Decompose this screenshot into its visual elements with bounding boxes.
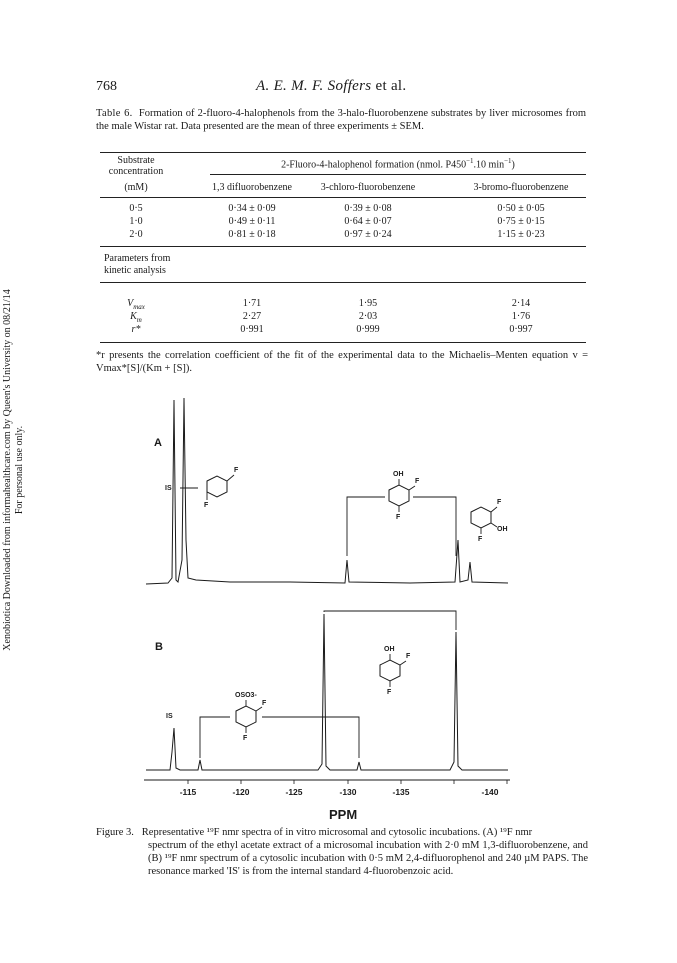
row-3-val-1: 0·81 ± 0·18 (228, 229, 276, 240)
running-head-etal: et al. (375, 78, 407, 94)
ring-a3 (471, 507, 491, 528)
vmax-val-1: 1·71 (242, 298, 262, 309)
struct-b2-f-right: F (262, 700, 267, 707)
bracket-b (324, 611, 456, 630)
struct-a2-f-bottom: F (396, 514, 401, 521)
is-label-a: IS (165, 485, 172, 492)
vmax-val-2: 1·95 (358, 298, 378, 309)
x-tick-label: -115 (179, 787, 197, 797)
row-3-conc: 2·0 (129, 229, 143, 240)
row-2-val-2: 0·64 ± 0·07 (344, 216, 392, 227)
ring-b2 (236, 706, 256, 727)
kinetic-label-line2: kinetic analysis (104, 265, 166, 276)
x-tick-label: -130 (339, 787, 357, 797)
row-1-val-3: 0·50 ± 0·05 (497, 203, 545, 214)
km-val-3: 1·76 (511, 311, 531, 322)
x-tick-label: -140 (481, 787, 499, 797)
col-header-2: 3-chloro-fluorobenzene (320, 182, 416, 193)
kinetic-param-r: r* (131, 324, 141, 335)
r-val-1: 0·991 (240, 324, 264, 335)
x-tick-label: -135 (392, 787, 410, 797)
struct-a3-f-top: F (497, 499, 502, 506)
r-val-2: 0·999 (356, 324, 380, 335)
watermark-line-2: For personal use only. (14, 425, 25, 515)
page-number: 768 (96, 79, 117, 94)
struct-a2-oh: OH (393, 471, 404, 478)
bracket-b2 (200, 717, 359, 758)
struct-a1-f-top: F (234, 467, 239, 474)
struct-b1-f-right: F (406, 653, 411, 660)
is-label-b: IS (166, 713, 173, 720)
figure-caption (96, 826, 588, 878)
km-val-1: 2·27 (242, 311, 262, 322)
panel-b-label: B (155, 641, 163, 653)
struct-b2-oso3: OSO3- (235, 692, 257, 699)
kinetic-param-km: $K_m$ (130, 311, 142, 324)
row-2-conc: 1·0 (129, 216, 143, 227)
ring-a1 (207, 476, 227, 497)
row-2-val-1: 0·49 ± 0·11 (228, 216, 276, 227)
table-caption-label: Table 6. (96, 108, 133, 119)
col-substrate-line2: concentration (108, 166, 164, 177)
figure-caption-line1: Representative ¹⁹F nmr spectra of in vitro microsomal and cytosolic incubations. (A) ¹⁹F nmr (141, 827, 533, 838)
struct-b1-oh: OH (384, 646, 395, 653)
spectrum-a-trace (146, 398, 508, 584)
struct-b1-f-bottom: F (387, 689, 392, 696)
table-footnote: *r presents the correlation coefficient of the fit of the experimental data to the Michaelis–Menten equation v = Vmax*[S]/(Km + [S]). (96, 350, 588, 374)
x-tick-label: -120 (232, 787, 250, 797)
figure-caption-rest: spectrum of the ethyl acetate extract of a microsomal incubation with 2·0 mM 1,3-difluorobenzene, and (B) ¹⁹F nmr spectrum of a cytosolic incubation with 0·5 mM 2,4-difluorophenol and 240 µM PAPS. The resonance marked 'IS' is from the internal standard 4-fluorobenzoic acid. (148, 840, 588, 877)
struct-a2-f-right: F (415, 478, 420, 485)
row-2-val-3: 0·75 ± 0·15 (497, 216, 545, 227)
bracket-a (347, 497, 456, 556)
panel-a-label: A (154, 437, 162, 449)
vmax-val-3: 2·14 (511, 298, 531, 309)
x-tick-label: -125 (285, 787, 303, 797)
row-1-val-2: 0·39 ± 0·08 (344, 203, 392, 214)
col-substrate-line1: Substrate (117, 155, 155, 166)
row-3-val-3: 1·15 ± 0·23 (497, 229, 545, 240)
col-substrate-line3: (mM) (124, 182, 148, 193)
struct-a3-f-bottom: F (478, 536, 483, 543)
row-3-val-2: 0·97 ± 0·24 (344, 229, 392, 240)
figure-caption-label: Figure 3. (96, 827, 134, 838)
ring-a2 (389, 485, 409, 506)
watermark-line-1: Xenobiotica Downloaded from informahealthcare.com by Queen's University on 08/21/14 (2, 289, 13, 651)
kinetic-label-line1: Parameters from (104, 253, 171, 264)
table-caption-text: Formation of 2-fluoro-4-halophenols from the 3-halo-fluorobenzene substrates by liver microsomes from the male Wistar rat. Data presented are the mean of three experiments ± SEM. (96, 108, 586, 132)
struct-a3-oh: OH (497, 526, 508, 533)
col-header-3: 3-bromo-fluorobenzene (473, 182, 569, 193)
struct-b2-f-bottom: F (243, 735, 248, 742)
ring-b1 (380, 660, 400, 681)
x-axis-label: PPM (329, 807, 358, 822)
struct-a1-f-bottom: F (204, 502, 209, 509)
kinetic-param-vmax: $V_{max}$ (127, 298, 145, 311)
r-val-3: 0·997 (509, 324, 533, 335)
col-header-1: 1,3 difluorobenzene (212, 182, 292, 193)
km-val-2: 2·03 (358, 311, 378, 322)
group-header: 2-Fluoro-4-halophenol formation (nmol. $P450^{-1}.10$ $\min^{-1}$) (281, 157, 515, 171)
row-1-val-1: 0·34 ± 0·09 (228, 203, 276, 214)
x-axis-ticks (188, 780, 507, 784)
row-1-conc: 0·5 (129, 203, 143, 214)
running-head-authors: A. E. M. F. Soffers (256, 78, 372, 94)
